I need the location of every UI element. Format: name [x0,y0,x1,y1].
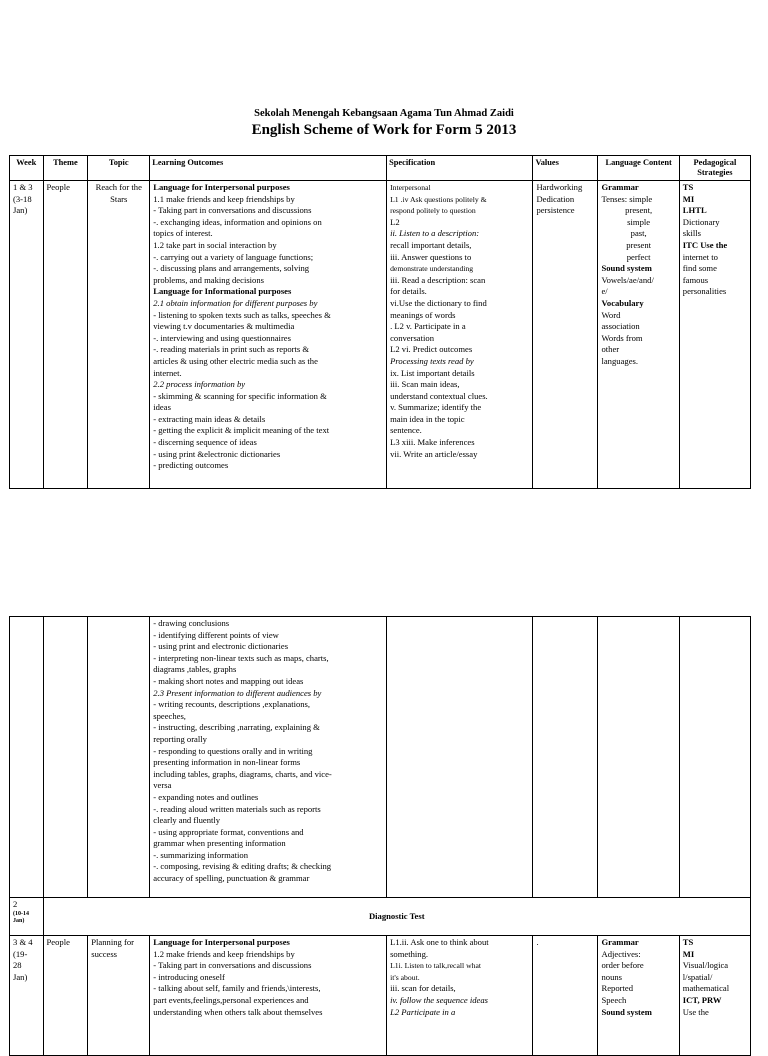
outcome-line: -. carrying out a variety of language functions; [153,251,314,262]
strategies-cell [679,617,750,898]
week-line: 28 [13,960,22,971]
outcome-line: part events,feelings,personal experiences and [153,994,309,1005]
diagnostic-test-label: Diagnostic Test [43,898,750,936]
spec-line: iii. Answer questions to [390,251,472,262]
outcome-line: -. exchanging ideas, information and opinions on [153,216,322,227]
outcome-line: - Taking part in conversations and discussions [153,205,312,216]
outcome-heading: Language for Interpersonal purposes [153,182,290,192]
language-content-cell [598,936,679,1056]
outcome-line: -. interviewing and using questionnaires [153,332,291,343]
spec-line: iii. Read a description: scan [390,274,486,285]
topic-cell: Reach for the Stars [88,181,150,489]
spec-line: vi.Use the dictionary to find [390,297,487,308]
strategy-heading: MI [682,948,695,959]
outcome-line: - getting the explicit & implicit meaning of the text [153,425,330,436]
spec-line: iii. scan for details, [390,983,456,994]
outcome-line: 1.1 make friends and keep friendships by [153,193,295,204]
col-week: Week [10,156,44,181]
week-cell [10,936,44,1056]
spec-line: L1.ii. Ask one to think about [390,937,489,947]
document-title: English Scheme of Work for Form 5 2013 [251,122,517,138]
theme-cell: People [43,181,88,489]
spec-line: demonstrate understanding [390,264,474,274]
col-theme: Theme [43,156,88,181]
strategy-heading: LHTL [682,205,707,216]
outcome-line: topics of interest. [153,228,213,239]
outcome-line: - making short notes and mapping out ideas [153,675,304,686]
spec-line: . L2 v. Participate in a [390,321,466,332]
theme-cell [43,617,88,898]
outcomes-cell [150,936,387,1056]
spec-line: vii. Write an article/essay [390,448,478,459]
outcome-line: - extracting main ideas & details [153,413,266,424]
outcome-line: - identifying different points of view [153,629,279,640]
outcome-line: viewing t.v documentaries & multimedia [153,321,295,332]
spec-line: iii. Scan main ideas, [390,379,460,390]
language-heading: Vocabulary [601,297,644,308]
col-learning-outcomes: Learning Outcomes [150,156,387,181]
outcome-line: - responding to questions orally and in writing [153,745,313,756]
outcome-line: 2.1 obtain information for different purposes by [153,297,318,308]
strategy-heading: MI [682,193,695,204]
outcome-line: speeches, [153,710,186,721]
strategy-line: famous [682,274,709,285]
outcome-line: -. reading aloud written materials such as reports [153,803,321,814]
week-cell: 1 & 3 (3-18 Jan) [10,181,44,489]
spec-line: L1i. Listen to talk,recall what [390,961,482,971]
language-heading: Grammar [601,182,639,192]
table-header-row [10,156,751,181]
values-cell [533,617,598,898]
theme-cell: People [43,936,88,1056]
spec-line: for details. [390,286,427,297]
strategy-heading: TS [682,937,694,947]
spec-line: L2 [390,216,400,227]
specification-cell [387,617,533,898]
spec-line: recall important details, [390,239,472,250]
outcome-line: - Taking part in conversations and discussions [153,960,312,971]
week-line: Jan) [13,971,28,982]
table-row [10,936,751,1056]
outcome-line: - writing recounts, descriptions ,explanations, [153,699,311,710]
language-heading: Grammar [601,937,639,947]
outcome-line: - introducing oneself [153,971,225,982]
outcome-line: -. summarizing information [153,849,248,860]
language-line: Word [601,309,621,320]
spec-line: respond politely to question [390,206,476,216]
scheme-table-1 [9,155,751,489]
strategy-line: Visual/logica [682,960,729,971]
strategies-cell [679,181,750,489]
outcome-line: - discerning sequence of ideas [153,437,257,448]
strategy-line: Dictionary [682,216,720,227]
values-cell [533,181,598,489]
strategy-heading: ITC Use the [682,239,728,250]
spec-line: Processing texts read by [390,355,474,366]
language-line: Words from [601,332,643,343]
spec-line: it's about. [390,972,420,982]
spec-line: L2 vi. Predict outcomes [390,344,473,355]
outcome-line: - instructing, describing ,narrating, explaining & [153,722,320,733]
strategy-line: Use the [682,1006,709,1017]
col-topic: Topic [88,156,150,181]
outcome-line: internet. [153,367,182,378]
table-row [10,617,751,898]
outcome-heading: Language for Interpersonal purposes [153,937,290,947]
spec-line: L3 xiii. Make inferences [390,437,475,448]
strategy-line: l/spatial/ [682,971,713,982]
col-values: Values [533,156,598,181]
table-row [10,181,751,489]
strategy-line: skills [682,228,701,239]
spec-line: L2 Participate in a [390,1006,456,1017]
strategies-cell [679,936,750,1056]
week-line: 3 & 4 [13,937,33,947]
outcome-line: including tables, graphs, diagrams, charts, and vice- [153,768,332,779]
week-line: (19- [13,948,28,959]
outcome-line: - drawing conclusions [153,618,230,628]
outcome-line: clearly and fluently [153,815,221,826]
language-line: Speech [601,994,627,1005]
outcomes-cell [150,617,387,898]
strategy-heading: TS [682,182,694,192]
outcome-heading: Language for Informational purposes [153,286,292,297]
language-line: Vowels/ae/and/ [601,274,654,285]
outcome-line: accuracy of spelling, punctuation & grammar [153,873,310,884]
language-line: present, [625,205,653,216]
week-cell [10,617,44,898]
specification-cell [387,181,533,489]
col-pedagogical-strategies: Pedagogical Strategies [679,156,750,181]
language-line: Tenses: simple [601,193,653,204]
value-item: Hardworking [536,182,583,192]
scheme-table-2 [9,616,751,1056]
spec-line: main idea in the topic [390,413,465,424]
language-content-cell [598,181,679,489]
strategy-line: internet to [682,251,718,262]
outcomes-cell [150,181,387,489]
outcome-line: reporting orally [153,733,207,744]
spec-line: Interpersonal [390,183,431,192]
outcome-line: - using print &electronic dictionaries [153,448,281,459]
diagnostic-week: 2 [13,899,18,909]
language-line: past, [630,228,647,239]
outcome-line: -. discussing plans and arrangements, solving [153,263,310,274]
outcome-line: 2.2 process information by [153,379,246,390]
topic-cell [88,617,150,898]
language-line: simple [627,216,651,227]
strategy-line: personalities [682,286,727,297]
language-line: order before [601,960,644,971]
outcome-line: - interpreting non-linear texts such as maps, charts, [153,652,329,663]
spec-line: understand contextual clues. [390,390,488,401]
diagnostic-row [10,898,751,936]
language-line: perfect [626,251,651,262]
outcome-line: 1.2 make friends and keep friendships by [153,948,295,959]
spec-line: iv. follow the sequence ideas [390,994,489,1005]
outcome-line: - skimming & scanning for specific information & [153,390,327,401]
spec-line: ii. Listen to a description: [390,228,480,239]
col-language-content: Language Content [598,156,679,181]
language-line: association [601,321,640,332]
document-header [0,108,768,139]
topic-cell [88,936,150,1056]
language-line: e/ [601,286,608,297]
strategy-line: mathematical [682,983,730,994]
value-item: Dedication [536,193,575,204]
week-cell [10,898,44,936]
spec-line: meanings of words [390,309,456,320]
strategy-line: find some [682,263,717,274]
language-content-cell [598,617,679,898]
outcome-line: problems, and making decisions [153,274,264,285]
outcome-line: - predicting outcomes [153,460,229,471]
outcome-line: - expanding notes and outlines [153,791,259,802]
col-specification: Specification [387,156,533,181]
outcome-line: -. composing, revising & editing drafts; & checking [153,861,332,872]
outcome-line: - talking about self, family and friends,\interests, [153,983,321,994]
specification-cell [387,936,533,1056]
spec-line: L1 .iv Ask questions politely & [390,194,487,204]
language-line: languages. [601,355,638,366]
spec-line: ix. List important details [390,367,475,378]
language-line: nouns [601,971,623,982]
value-item: persistence [536,205,575,216]
language-heading: Sound system [601,263,652,274]
outcome-line: - listening to spoken texts such as talks, speeches & [153,309,331,320]
spec-line: conversation [390,332,434,343]
outcome-line: understanding when others talk about themselves [153,1006,323,1017]
outcome-line: versa [153,780,172,791]
outcome-line: -. reading materials in print such as reports & [153,344,310,355]
topic-line: success [91,948,118,959]
outcome-line: grammar when presenting information [153,838,286,849]
spec-line: v. Summarize; identify the [390,402,482,413]
outcome-line: articles & using other electric media such as the [153,355,318,366]
language-line: present [626,239,652,250]
outcome-line: diagrams ,tables, graphs [153,664,237,675]
topic-line: Planning for [91,937,134,947]
strategy-heading: ICT, PRW [682,994,722,1005]
language-line: other [601,344,620,355]
language-line: Adjectives: [601,948,641,959]
spec-line: something. [390,948,429,959]
spec-line: sentence. [390,425,422,436]
school-name: Sekolah Menengah Kebangsaan Agama Tun Ahmad Zaidi [254,108,514,119]
outcome-line: presenting information in non-linear forms [153,757,301,768]
language-line: Reported [601,983,633,994]
outcome-line: - using appropriate format, conventions and [153,826,304,837]
outcome-line: ideas [153,402,171,413]
diagnostic-dates: (10-14 Jan) [13,910,29,924]
values-cell: . [533,936,598,1056]
language-heading: Sound system [601,1006,652,1017]
outcome-line: 2.3 Present information to different audiences by [153,687,322,698]
outcome-line: - using print and electronic dictionaries [153,641,289,652]
outcome-line: 1.2 take part in social interaction by [153,239,277,250]
